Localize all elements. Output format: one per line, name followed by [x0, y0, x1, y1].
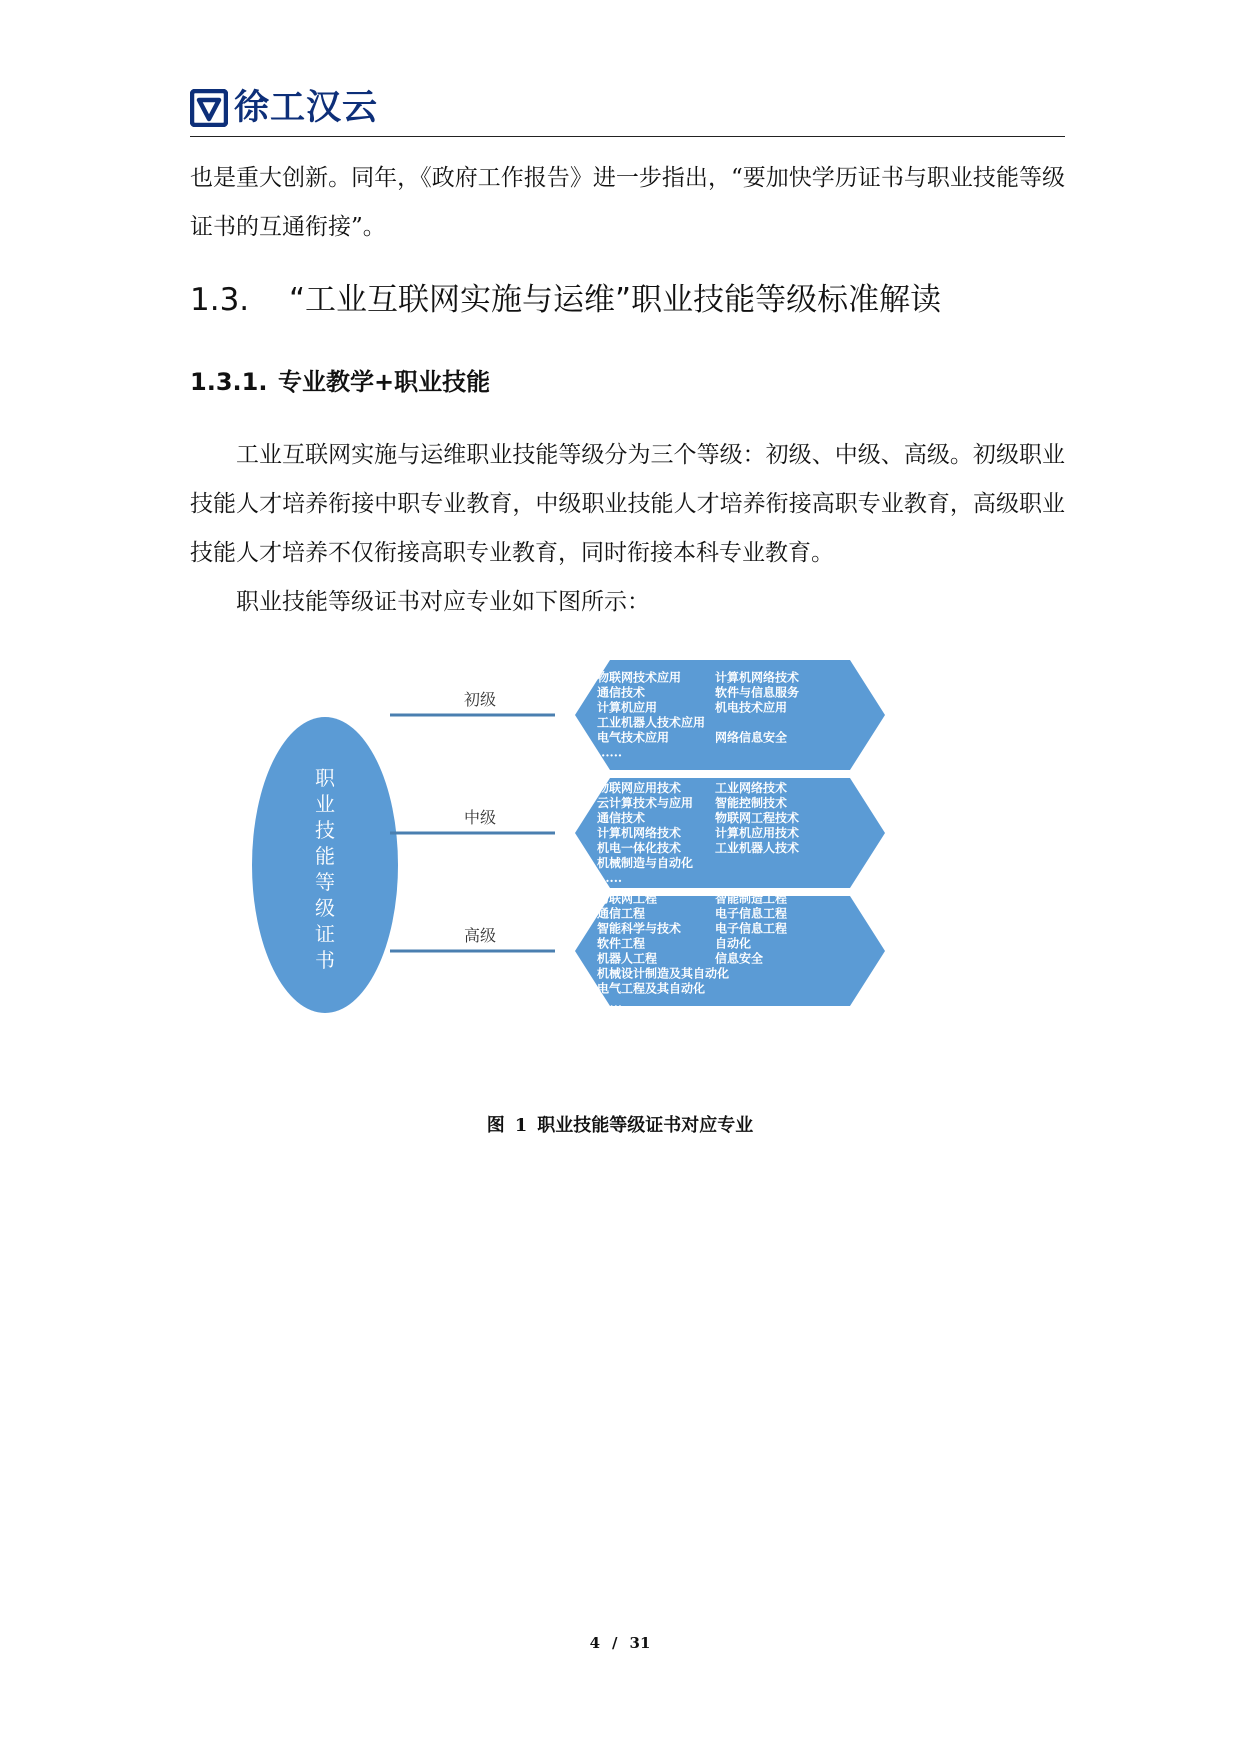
certificate-diagram [240, 660, 1000, 1080]
major-item: 机电技术应用 [715, 700, 788, 715]
center-label-char: 等 [315, 870, 335, 894]
major-item: 物联网工程技术 [715, 811, 800, 825]
level-label: 初级 [463, 690, 497, 709]
caption-number: 1 [514, 1115, 528, 1136]
center-label-char: 能 [315, 844, 335, 868]
major-item: 机械制造与自动化 [597, 856, 694, 870]
center-label-char: 级 [315, 896, 335, 920]
caption-text: 职业技能等级证书对应专业 [537, 1115, 754, 1136]
paragraph-levels: 工业互联网实施与运维职业技能等级分为三个等级：初级、中级、高级。初级职业技能人才培养衔接中职专业教育，中级职业技能人才培养衔接高职专业教育，高级职业技能人才培养不仅衔接高职专业教育，同时衔接本科专业教育。 [190, 442, 1065, 566]
major-item: 电气技术应用 [597, 730, 670, 745]
page-total: 31 [629, 1634, 651, 1652]
major-item: 通信技术 [597, 685, 646, 700]
major-item: 工业网络技术 [715, 781, 788, 795]
major-item: 机械设计制造及其自动化 [597, 966, 730, 981]
major-item: ...... [597, 996, 623, 1011]
center-label-char: 证 [315, 922, 335, 946]
center-label-char: 书 [315, 948, 335, 972]
major-item: 物联网工程 [597, 891, 658, 906]
section-number: 1.3. [190, 282, 250, 318]
major-item: 电子信息工程 [715, 921, 788, 936]
major-item: 计算机应用技术 [715, 826, 800, 840]
section-heading [190, 278, 941, 322]
center-label-char: 技 [315, 818, 335, 842]
major-item: 电气工程及其自动化 [597, 981, 706, 996]
major-item: 网络信息安全 [715, 730, 788, 745]
page-current: 4 [589, 1634, 601, 1652]
major-item: 自动化 [715, 936, 752, 951]
section-title: “工业互联网实施与运维”职业技能等级标准解读 [289, 282, 942, 318]
major-item: ...... [597, 745, 623, 760]
brand-logo [190, 88, 378, 128]
xcmg-logo-icon [190, 89, 228, 127]
paragraph-intro: 也是重大创新。同年，《政府工作报告》进一步指出，“要加快学历证书与职业技能等级证书的互通衔接”。 [190, 165, 1065, 240]
major-item: 智能制造工程 [715, 891, 788, 906]
header-divider [190, 136, 1065, 137]
page-number: 4 / 31 [589, 1634, 651, 1652]
subsection-number: 1.3.1. [190, 368, 268, 396]
caption-prefix: 图 [486, 1115, 505, 1136]
major-item: 工业机器人技术 [715, 841, 800, 855]
major-item: 通信技术 [597, 811, 646, 825]
major-item: 软件工程 [597, 936, 646, 951]
major-item: 智能科学与技术 [597, 921, 682, 936]
major-item: 计算机网络技术 [597, 826, 682, 840]
major-item: 云计算技术与应用 [597, 796, 694, 810]
major-item: 电子信息工程 [715, 906, 788, 921]
paragraph-figure-intro: 职业技能等级证书对应专业如下图所示： [236, 589, 650, 615]
major-item: 信息安全 [715, 951, 764, 966]
center-label-char: 职 [315, 766, 335, 790]
major-item: 智能控制技术 [715, 796, 788, 810]
levels-group [390, 660, 885, 1011]
major-item: 工业机器人技术应用 [597, 715, 706, 730]
subsection-heading [190, 364, 490, 400]
figure-caption [0, 1112, 1240, 1140]
major-item: 计算机应用 [597, 700, 658, 715]
subsection-title: 专业教学+职业技能 [278, 368, 491, 396]
brand-name: 徐工汉云 [234, 88, 379, 128]
major-item: 机器人工程 [597, 951, 658, 966]
level-label: 高级 [463, 926, 497, 945]
major-item: 物联网应用技术 [597, 781, 682, 795]
level-label: 中级 [463, 808, 497, 827]
major-item: 通信工程 [597, 906, 646, 921]
major-item: 软件与信息服务 [715, 685, 800, 700]
major-item: ...... [597, 871, 623, 885]
center-label-char: 业 [315, 792, 335, 816]
major-item: 计算机网络技术 [715, 670, 800, 685]
major-item: 物联网技术应用 [597, 670, 682, 685]
major-item: 机电一体化技术 [597, 841, 682, 855]
